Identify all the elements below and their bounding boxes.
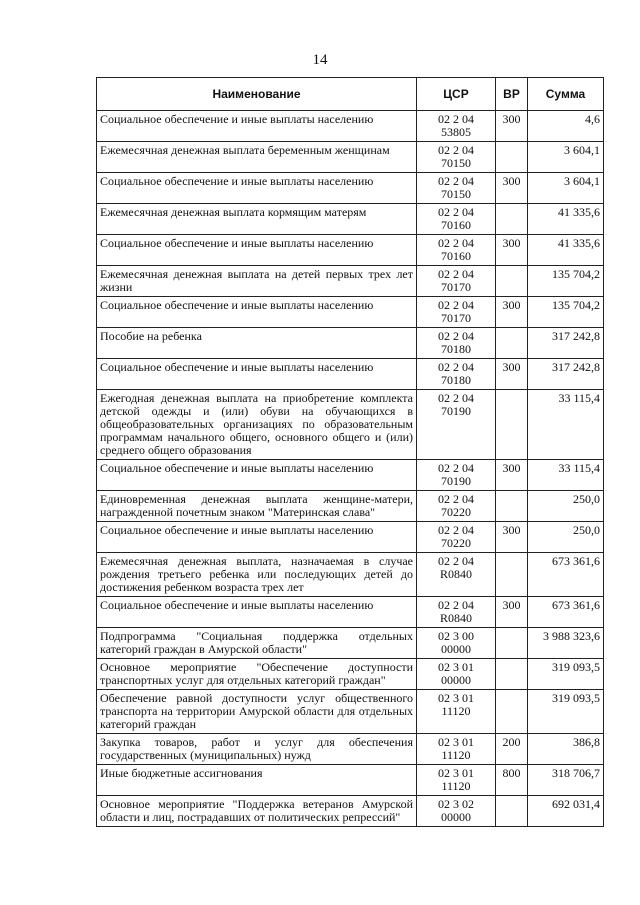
table-row [97, 628, 604, 659]
row-csr-line1: 02 2 04 [438, 267, 474, 281]
header-csr: ЦСР [417, 78, 496, 111]
row-csr [417, 765, 496, 796]
row-name: Обеспечение равной доступности услуг общественного транспорта на территории Амурской области для отдельных категорий граждан [97, 690, 417, 734]
row-csr-line1: 02 3 00 [438, 629, 474, 643]
row-csr [417, 297, 496, 328]
row-sum: 673 361,6 [528, 553, 604, 597]
header-sum: Сумма [528, 78, 604, 111]
row-vr [496, 796, 528, 827]
row-csr-line2: R0840 [439, 611, 472, 625]
row-name: Социальное обеспечение и иные выплаты населению [97, 111, 417, 142]
row-vr [496, 390, 528, 460]
row-csr [417, 659, 496, 690]
row-csr-line2: 11120 [441, 748, 471, 762]
table-row [97, 359, 604, 390]
row-vr [496, 328, 528, 359]
row-sum: 318 706,7 [528, 765, 604, 796]
row-csr [417, 734, 496, 765]
row-sum: 3 604,1 [528, 173, 604, 204]
row-vr: 300 [496, 522, 528, 553]
row-csr-line1: 02 2 04 [438, 205, 474, 219]
row-sum: 41 335,6 [528, 204, 604, 235]
table-row [97, 491, 604, 522]
row-sum: 135 704,2 [528, 297, 604, 328]
row-sum: 692 031,4 [528, 796, 604, 827]
table-row [97, 690, 604, 734]
row-csr-line2: 00000 [441, 810, 471, 824]
row-csr-line1: 02 2 04 [438, 329, 474, 343]
row-csr [417, 266, 496, 297]
row-csr-line2: 70220 [441, 505, 471, 519]
row-name: Единовременная денежная выплата женщине-матери, награжденной почетным знаком "Материнская слава" [97, 491, 417, 522]
row-csr-line2: 70160 [441, 249, 471, 263]
row-name: Социальное обеспечение и иные выплаты населению [97, 235, 417, 266]
row-csr-line1: 02 2 04 [438, 360, 474, 374]
row-vr: 300 [496, 460, 528, 491]
row-name: Ежемесячная денежная выплата беременным женщинам [97, 142, 417, 173]
row-name: Ежемесячная денежная выплата на детей первых трех лет жизни [97, 266, 417, 297]
row-name: Основное мероприятие "Обеспечение доступности транспортных услуг для отдельных категорий граждан" [97, 659, 417, 690]
row-sum: 317 242,8 [528, 328, 604, 359]
row-csr-line1: 02 3 01 [438, 691, 474, 705]
row-sum: 135 704,2 [528, 266, 604, 297]
table-row [97, 266, 604, 297]
row-name: Социальное обеспечение и иные выплаты населению [97, 460, 417, 491]
budget-table [96, 77, 604, 827]
row-name: Социальное обеспечение и иные выплаты населению [97, 597, 417, 628]
row-csr [417, 173, 496, 204]
row-sum: 673 361,6 [528, 597, 604, 628]
row-sum: 250,0 [528, 522, 604, 553]
row-sum: 386,8 [528, 734, 604, 765]
row-csr-line1: 02 2 04 [438, 112, 474, 126]
row-vr: 300 [496, 597, 528, 628]
table-header-row [97, 78, 604, 111]
row-vr: 300 [496, 111, 528, 142]
row-sum: 317 242,8 [528, 359, 604, 390]
row-csr [417, 390, 496, 460]
row-sum: 319 093,5 [528, 690, 604, 734]
row-csr-line2: 70190 [441, 404, 471, 418]
row-name: Закупка товаров, работ и услуг для обеспечения государственных (муниципальных) нужд [97, 734, 417, 765]
row-vr [496, 266, 528, 297]
row-csr-line2: 70190 [441, 474, 471, 488]
row-vr [496, 659, 528, 690]
row-name: Ежегодная денежная выплата на приобретение комплекта детской одежды и (или) обуви на обучающихся в общеобразовательных организациях по образовательным программам начального общего, основного общего и (или) среднего общего образования [97, 390, 417, 460]
row-csr [417, 690, 496, 734]
row-vr [496, 491, 528, 522]
table-row [97, 328, 604, 359]
row-csr-line1: 02 2 04 [438, 554, 474, 568]
row-csr-line2: 70170 [441, 280, 471, 294]
table-row [97, 142, 604, 173]
table-row [97, 111, 604, 142]
row-csr [417, 597, 496, 628]
row-vr [496, 553, 528, 597]
row-csr-line1: 02 2 04 [438, 298, 474, 312]
row-csr-line1: 02 3 01 [438, 766, 474, 780]
row-csr-line1: 02 3 02 [438, 797, 474, 811]
row-sum: 250,0 [528, 491, 604, 522]
row-csr [417, 142, 496, 173]
row-csr-line1: 02 2 04 [438, 174, 474, 188]
row-csr-line2: 70150 [441, 187, 471, 201]
table-row [97, 553, 604, 597]
row-csr-line2: 70150 [441, 156, 471, 170]
row-vr [496, 142, 528, 173]
row-csr-line1: 02 2 04 [438, 492, 474, 506]
row-csr-line1: 02 2 04 [438, 236, 474, 250]
row-sum: 33 115,4 [528, 460, 604, 491]
row-csr-line2: 11120 [441, 704, 471, 718]
row-name: Основное мероприятие "Поддержка ветеранов Амурской области и лиц, пострадавших от политических репрессий" [97, 796, 417, 827]
table-row [97, 765, 604, 796]
row-csr [417, 491, 496, 522]
header-name: Наименование [97, 78, 417, 111]
table-row [97, 173, 604, 204]
row-csr [417, 204, 496, 235]
row-csr [417, 796, 496, 827]
row-csr-line2: 70170 [441, 311, 471, 325]
row-csr-line2: 70160 [441, 218, 471, 232]
row-csr-line2: 00000 [441, 642, 471, 656]
table-row [97, 796, 604, 827]
row-sum: 319 093,5 [528, 659, 604, 690]
row-csr [417, 522, 496, 553]
row-name: Ежемесячная денежная выплата, назначаемая в случае рождения третьего ребенка или последующих детей до достижения ребенком возраста трех лет [97, 553, 417, 597]
row-vr: 300 [496, 297, 528, 328]
row-csr [417, 111, 496, 142]
table-row [97, 390, 604, 460]
row-csr-line1: 02 2 04 [438, 598, 474, 612]
row-csr [417, 235, 496, 266]
row-csr-line1: 02 2 04 [438, 461, 474, 475]
row-csr-line2: 70220 [441, 536, 471, 550]
row-vr: 300 [496, 235, 528, 266]
row-csr-line2: 11120 [441, 779, 471, 793]
row-csr [417, 628, 496, 659]
table-row [97, 235, 604, 266]
table-row [97, 734, 604, 765]
row-csr [417, 460, 496, 491]
row-csr-line2: 70180 [441, 342, 471, 356]
row-csr [417, 553, 496, 597]
row-sum: 3 604,1 [528, 142, 604, 173]
row-name: Социальное обеспечение и иные выплаты населению [97, 359, 417, 390]
row-sum: 41 335,6 [528, 235, 604, 266]
row-name: Социальное обеспечение и иные выплаты населению [97, 173, 417, 204]
row-sum: 4,6 [528, 111, 604, 142]
row-csr-line2: R0840 [439, 567, 472, 581]
table-row [97, 522, 604, 553]
row-name: Социальное обеспечение и иные выплаты населению [97, 297, 417, 328]
row-vr [496, 628, 528, 659]
row-name: Ежемесячная денежная выплата кормящим матерям [97, 204, 417, 235]
row-csr-line2: 70180 [441, 373, 471, 387]
table-row [97, 460, 604, 491]
page-number: 14 [312, 52, 328, 68]
row-name: Подпрограмма "Социальная поддержка отдельных категорий граждан в Амурской области" [97, 628, 417, 659]
row-name: Пособие на ребенка [97, 328, 417, 359]
table-row [97, 204, 604, 235]
row-sum: 3 988 323,6 [528, 628, 604, 659]
row-vr: 800 [496, 765, 528, 796]
row-csr-line1: 02 3 01 [438, 735, 474, 749]
row-vr [496, 204, 528, 235]
row-vr [496, 690, 528, 734]
table-row [97, 659, 604, 690]
row-csr-line1: 02 2 04 [438, 143, 474, 157]
row-csr [417, 328, 496, 359]
table-row [97, 297, 604, 328]
row-vr: 300 [496, 173, 528, 204]
header-vr: ВР [496, 78, 528, 111]
row-csr [417, 359, 496, 390]
row-csr-line1: 02 2 04 [438, 523, 474, 537]
row-sum: 33 115,4 [528, 390, 604, 460]
row-csr-line2: 00000 [441, 673, 471, 687]
row-name: Социальное обеспечение и иные выплаты населению [97, 522, 417, 553]
row-csr-line1: 02 2 04 [438, 391, 474, 405]
row-csr-line1: 02 3 01 [438, 660, 474, 674]
row-vr: 200 [496, 734, 528, 765]
table-row [97, 597, 604, 628]
row-csr-line2: 53805 [441, 125, 471, 139]
row-name: Иные бюджетные ассигнования [97, 765, 417, 796]
row-vr: 300 [496, 359, 528, 390]
